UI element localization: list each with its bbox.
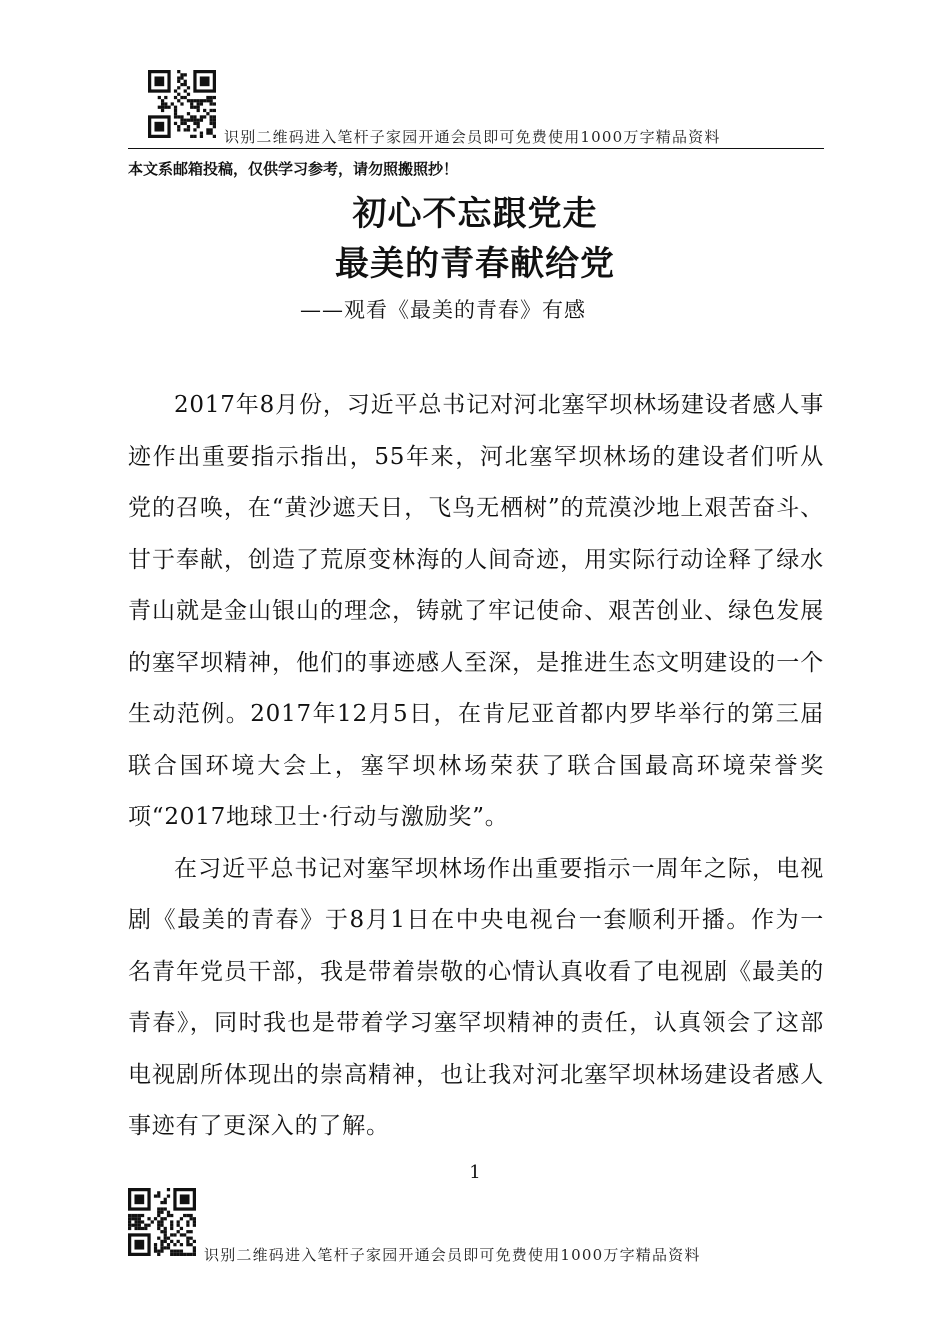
submission-notice: 本文系邮箱投稿，仅供学习参考，请勿照搬照抄！: [128, 160, 459, 178]
header-divider: [128, 148, 824, 149]
page-title-line-2: 最美的青春献给党: [335, 244, 615, 284]
qr-code-icon[interactable]: [128, 1188, 196, 1256]
page-number: 1: [469, 1162, 481, 1183]
qr-code-icon[interactable]: [148, 70, 216, 138]
article-body: [128, 380, 824, 1153]
page-subtitle: ——观看《最美的青春》有感: [300, 298, 586, 322]
paragraph-2: 在习近平总书记对塞罕坝林场作出重要指示一周年之际，电视剧《最美的青春》于8月1日在中央电视台一套顺利开播。作为一名青年党员干部，我是带着崇敬的心情认真收看了电视剧《最美的青春》，同时我也是带着学习塞罕坝精神的责任，认真领会了这部电视剧所体现出的崇高精神，也让我对河北塞罕坝林场建设者感人事迹有了更深入的了解。: [128, 855, 824, 1139]
paragraph-1: 2017年8月份，习近平总书记对河北塞罕坝林场建设者感人事迹作出重要指示指出，55年来，河北塞罕坝林场的建设者们听从党的召唤，在“黄沙遮天日，飞鸟无栖树”的荒漠沙地上艰苦奋斗、甘于奉献，创造了荒原变林海的人间奇迹，用实际行动诠释了绿水青山就是金山银山的理念，铸就了牢记使命、艰苦创业、绿色发展的塞罕坝精神，他们的事迹感人至深，是推进生态文明建设的一个生动范例。2017年12月5日，在肯尼亚首都内罗毕举行的第三届联合国环境大会上，塞罕坝林场荣获了联合国最高环境荣誉奖项“2017地球卫士·行动与激励奖”。: [128, 392, 824, 830]
header-slogan: 识别二维码进入笔杆子家园开通会员即可免费使用1000万字精品资料: [224, 128, 721, 146]
footer-slogan: 识别二维码进入笔杆子家园开通会员即可免费使用1000万字精品资料: [204, 1246, 701, 1264]
page-title-line-1: 初心不忘跟党走: [352, 194, 598, 234]
